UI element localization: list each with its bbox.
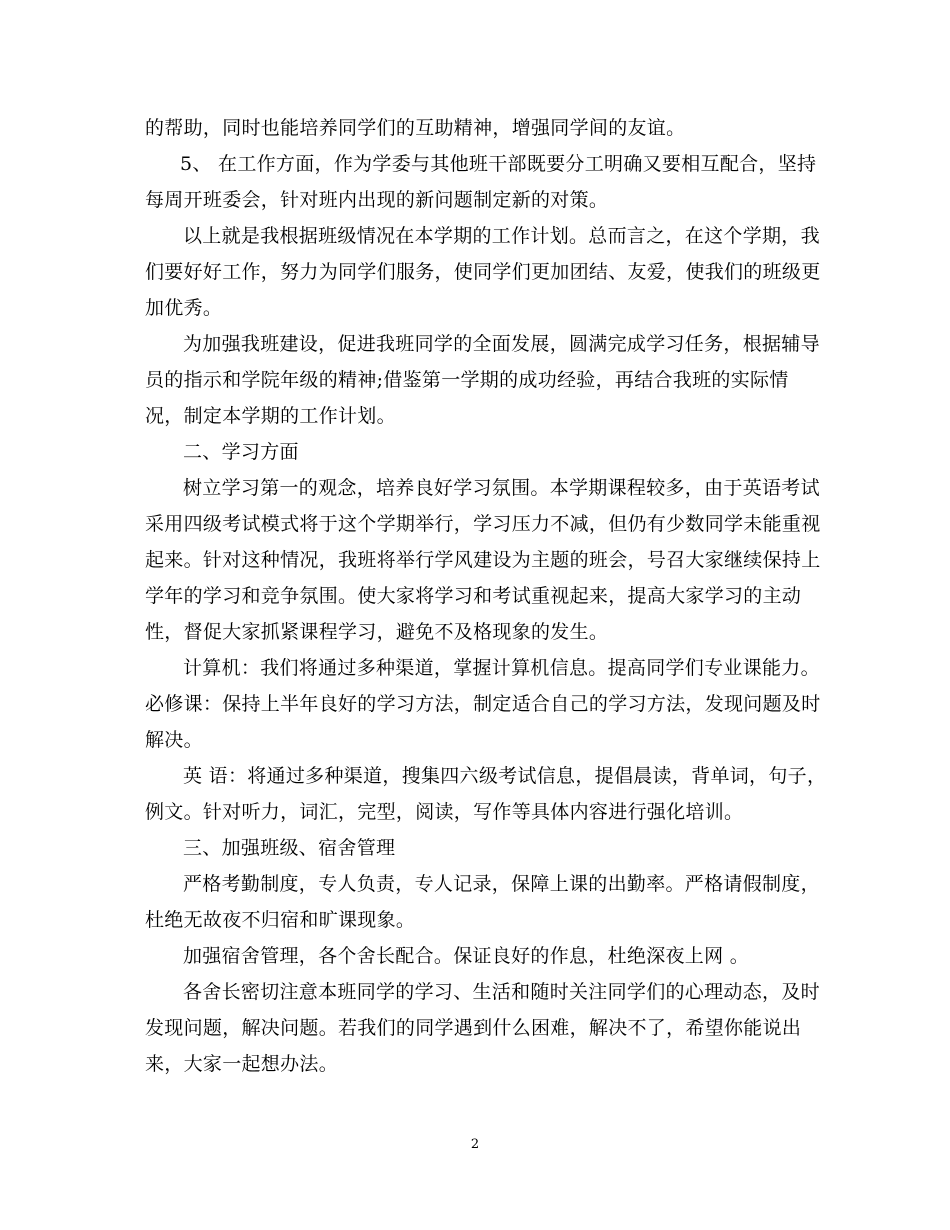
text-line: 员的指示和学院年级的精神;借鉴第一学期的成功经验，再结合我班的实际情 [145, 369, 789, 391]
text-line: 的帮助，同时也能培养同学们的互助精神，增强同学间的友谊。 [145, 117, 686, 139]
text-line: 5、 在工作方面，作为学委与其他班干部既要分工明确又要相互配合，坚持 [180, 153, 817, 175]
text-line: 采用四级考试模式将于这个学期举行，学习压力不减，但仍有少数同学未能重视 [145, 513, 821, 535]
text-line: 英 语：将通过多种渠道，搜集四六级考试信息，提倡晨读，背单词，句子， [183, 765, 827, 787]
section-heading: 三、加强班级、宿舍管理 [183, 837, 396, 859]
text-line: 性，督促大家抓紧课程学习，避免不及格现象的发生。 [145, 621, 609, 643]
text-line: 解决。 [145, 729, 203, 751]
text-line: 树立学习第一的观念，培养良好学习氛围。本学期课程较多，由于英语考试 [183, 477, 820, 499]
page-number: 2 [470, 1137, 480, 1152]
text-line: 发现问题，解决问题。若我们的同学遇到什么困难，解决不了，希望你能说出 [145, 1017, 802, 1039]
text-line: 为加强我班建设，促进我班同学的全面发展，圆满完成学习任务，根据辅导 [183, 333, 820, 355]
text-line: 每周开班委会，针对班内出现的新问题制定新的对策。 [145, 189, 609, 211]
text-line: 以上就是我根据班级情况在本学期的工作计划。总而言之，在这个学期，我 [183, 225, 820, 247]
text-line: 学年的学习和竞争氛围。使大家将学习和考试重视起来，提高大家学习的主动 [145, 585, 802, 607]
text-line: 严格考勤制度，专人负责，专人记录，保障上课的出勤率。严格请假制度， [183, 873, 820, 895]
section-heading: 二、学习方面 [183, 441, 299, 463]
text-line: 来，大家一起想办法。 [145, 1053, 339, 1075]
text-line: 计算机：我们将通过多种渠道，掌握计算机信息。提高同学们专业课能力。 [183, 657, 820, 679]
text-line: 加优秀。 [145, 297, 223, 319]
text-line: 各舍长密切注意本班同学的学习、生活和随时关注同学们的心理动态，及时 [183, 981, 820, 1003]
text-line: 必修课：保持上半年良好的学习方法，制定适合自己的学习方法，发现问题及时 [145, 693, 821, 715]
text-line: 起来。针对这种情况，我班将举行学风建设为主题的班会，号召大家继续保持上 [145, 549, 821, 571]
text-line: 况，制定本学期的工作计划。 [145, 405, 396, 427]
text-line: 们要好好工作，努力为同学们服务，使同学们更加团结、友爱，使我们的班级更 [145, 261, 821, 283]
text-line: 加强宿舍管理，各个舍长配合。保证良好的作息，杜绝深夜上网 。 [183, 945, 750, 967]
text-line: 杜绝无故夜不归宿和旷课现象。 [145, 909, 416, 931]
text-line: 例文。针对听力，词汇，完型，阅读，写作等具体内容进行强化培训。 [145, 801, 744, 823]
